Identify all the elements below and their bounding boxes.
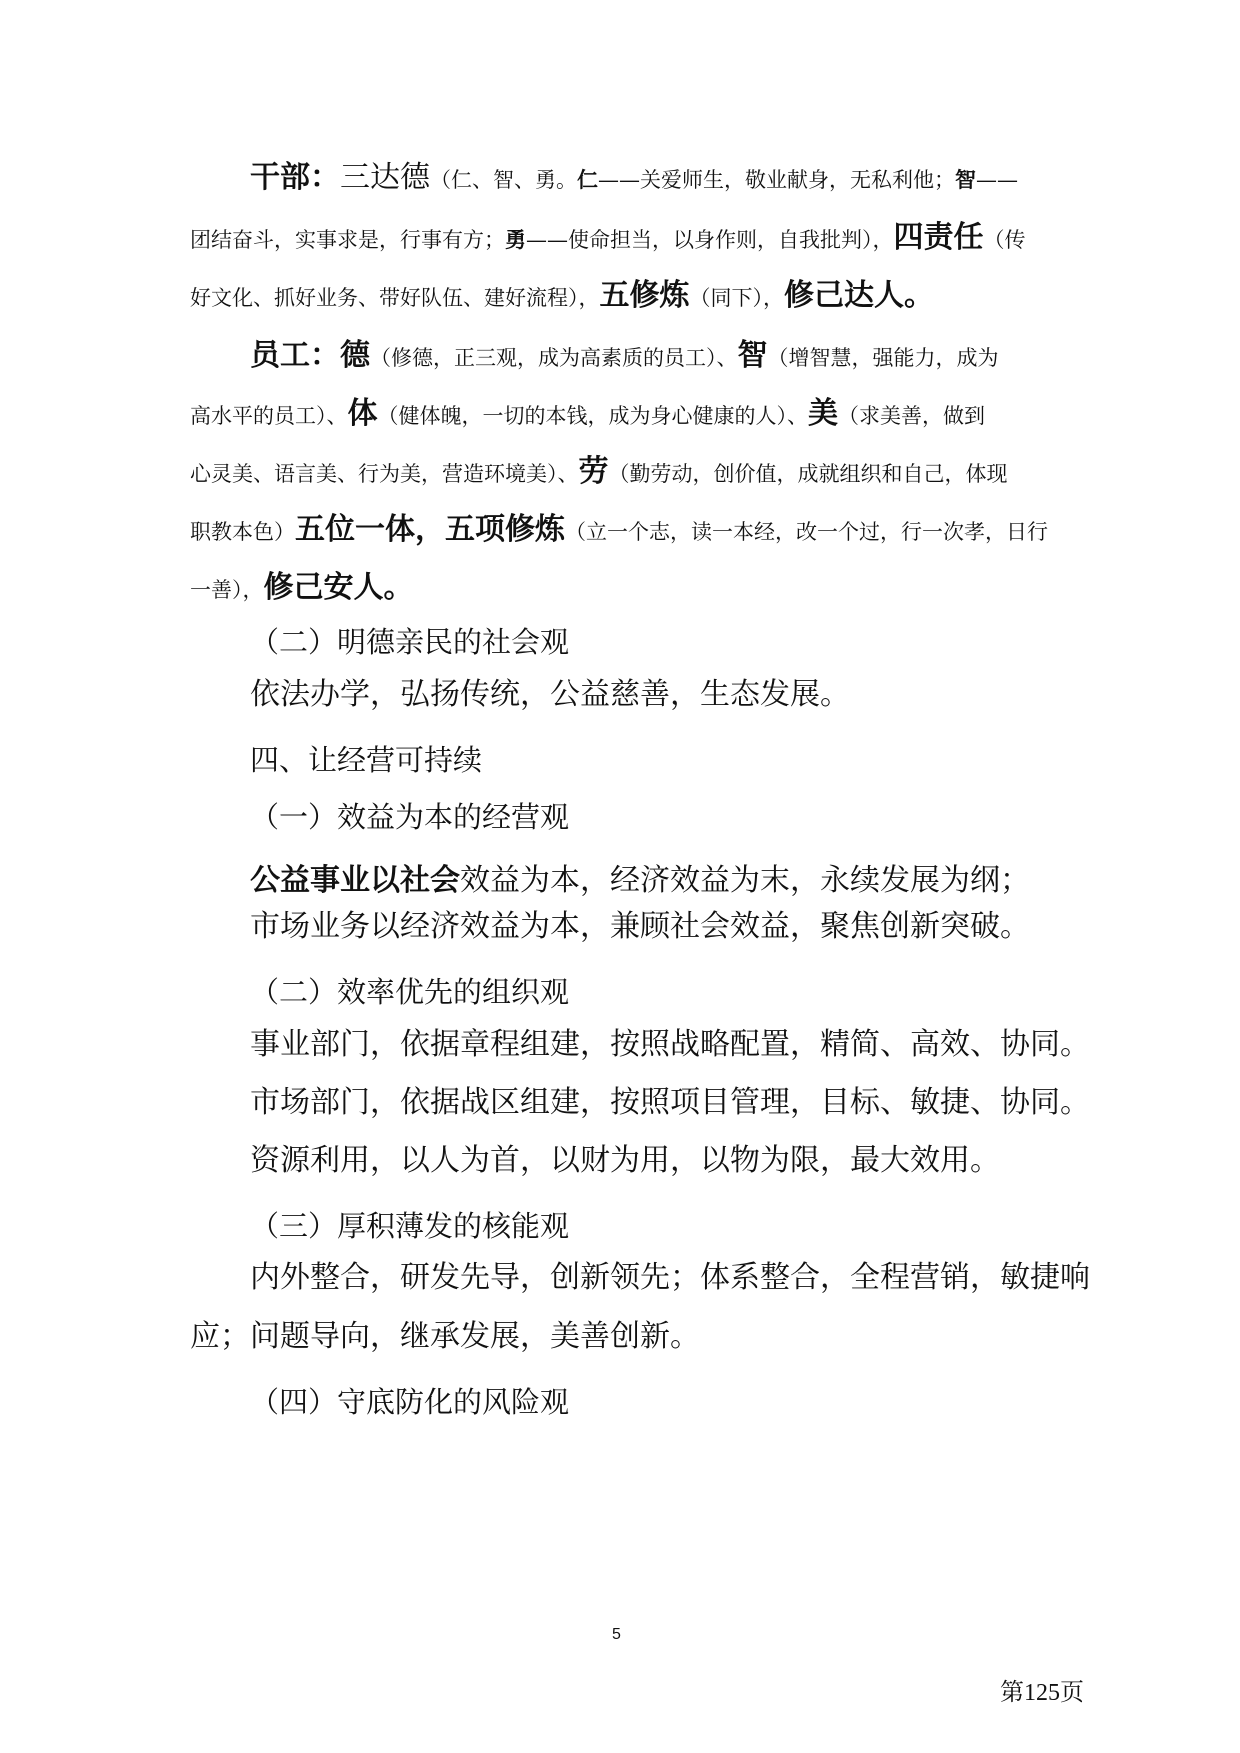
org-line-2: 市场部门，依据战区组建，按照项目管理，目标、敏捷、协同。 <box>250 1085 1090 1120</box>
staff-line-1 <box>250 330 999 374</box>
staff-end: 修己安人。 <box>263 570 414 605</box>
social-heading: （二）明德亲民的社会观 <box>250 625 570 659</box>
cadre-line-2 <box>190 212 1026 256</box>
ti-desc: （健体魄，一切的本钱，成为身心健康的人）、 <box>377 404 808 428</box>
staff-line-5 <box>190 562 414 606</box>
mei-desc-1: （求美善，做到 <box>838 404 985 428</box>
three-virtues: 三达德 <box>340 160 430 195</box>
benefit-rest: 效益为本，经济效益为末，永续发展为纲； <box>460 863 1030 898</box>
org-line-3: 资源利用，以人为首，以财为用，以物为限，最大效用。 <box>250 1143 1000 1178</box>
five-cult-desc: （同下）， <box>689 286 784 310</box>
ren-desc: ——关爱师生，敬业献身，无私利他； <box>598 168 955 192</box>
zhi-desc: 团结奋斗，实事求是，行事有方； <box>190 228 505 252</box>
mei-desc-2: 心灵美、语言美、行为美，营造环境美）、 <box>190 462 579 486</box>
de: 德 <box>340 338 370 373</box>
org-line-1: 事业部门，依据章程组建，按照战略配置，精简、高效、协同。 <box>250 1027 1090 1062</box>
section-four-heading: 四、让经营可持续 <box>250 743 483 777</box>
ti: 体 <box>347 396 378 431</box>
virtues-open: （仁、智、勇。 <box>430 168 577 192</box>
five-in-one: 五位一体，五项修炼 <box>295 512 565 547</box>
benefit-bold: 公益事业以社会 <box>250 863 460 898</box>
core-heading: （三）厚积薄发的核能观 <box>250 1209 570 1243</box>
five-cultivations: 五修炼 <box>599 278 690 313</box>
cadre-label: 干部： <box>250 160 340 195</box>
benefit-line-1 <box>250 855 1030 899</box>
zhi-desc-2: 高水平的员工）、 <box>190 404 348 428</box>
page-number: 5 <box>612 1626 621 1643</box>
staff-line-2 <box>190 388 985 432</box>
core-line-2: 应；问题导向，继承发展，美善创新。 <box>190 1319 700 1354</box>
four-resp-open: （传 <box>983 228 1026 252</box>
four-resp-desc: 好文化、抓好业务、带好队伍、建好流程）， <box>190 286 600 310</box>
five-desc-1: （立一个志，读一本经，改一个过，行一次孝，日行 <box>565 520 1048 544</box>
benefit-heading: （一）效益为本的经营观 <box>250 800 570 834</box>
mei: 美 <box>808 396 838 431</box>
de-desc: （修德，正三观，成为高素质的员工）、 <box>370 346 738 370</box>
org-heading: （二）效率优先的组织观 <box>250 975 570 1009</box>
lao: 劳 <box>578 454 609 489</box>
staff-label: 员工： <box>250 338 340 373</box>
yong: 勇 <box>505 228 526 252</box>
cadre-line-3 <box>190 270 934 314</box>
core-line-1: 内外整合，研发先导，创新领先；体系整合，全程营销，敏捷响 <box>250 1260 1090 1295</box>
staff-line-3 <box>190 446 1008 490</box>
zhi-desc-1: （增智慧，强能力，成为 <box>767 346 999 370</box>
benefit-line-2: 市场业务以经济效益为本，兼顾社会效益，聚焦创新突破。 <box>250 909 1030 944</box>
page-label: 第125页 <box>1000 1680 1084 1706</box>
yong-desc: ——使命担当，以身作则，自我批判）， <box>526 228 894 252</box>
zhi-dash: —— <box>976 168 1018 192</box>
zhi: 智 <box>955 168 976 192</box>
ren: 仁 <box>577 168 598 192</box>
staff-zhi: 智 <box>737 338 768 373</box>
four-responsibilities: 四责任 <box>893 220 984 255</box>
social-body: 依法办学，弘扬传统，公益慈善，生态发展。 <box>250 677 850 712</box>
lao-desc-2: 职教本色） <box>190 520 295 544</box>
five-desc-2: 一善）， <box>190 578 264 602</box>
cadre-end: 修己达人。 <box>784 278 934 313</box>
staff-line-4 <box>190 504 1048 548</box>
lao-desc-1: （勤劳动，创价值，成就组织和自己，体现 <box>608 462 1008 486</box>
risk-heading: （四）守底防化的风险观 <box>250 1385 570 1419</box>
cadre-line-1 <box>250 152 1018 196</box>
